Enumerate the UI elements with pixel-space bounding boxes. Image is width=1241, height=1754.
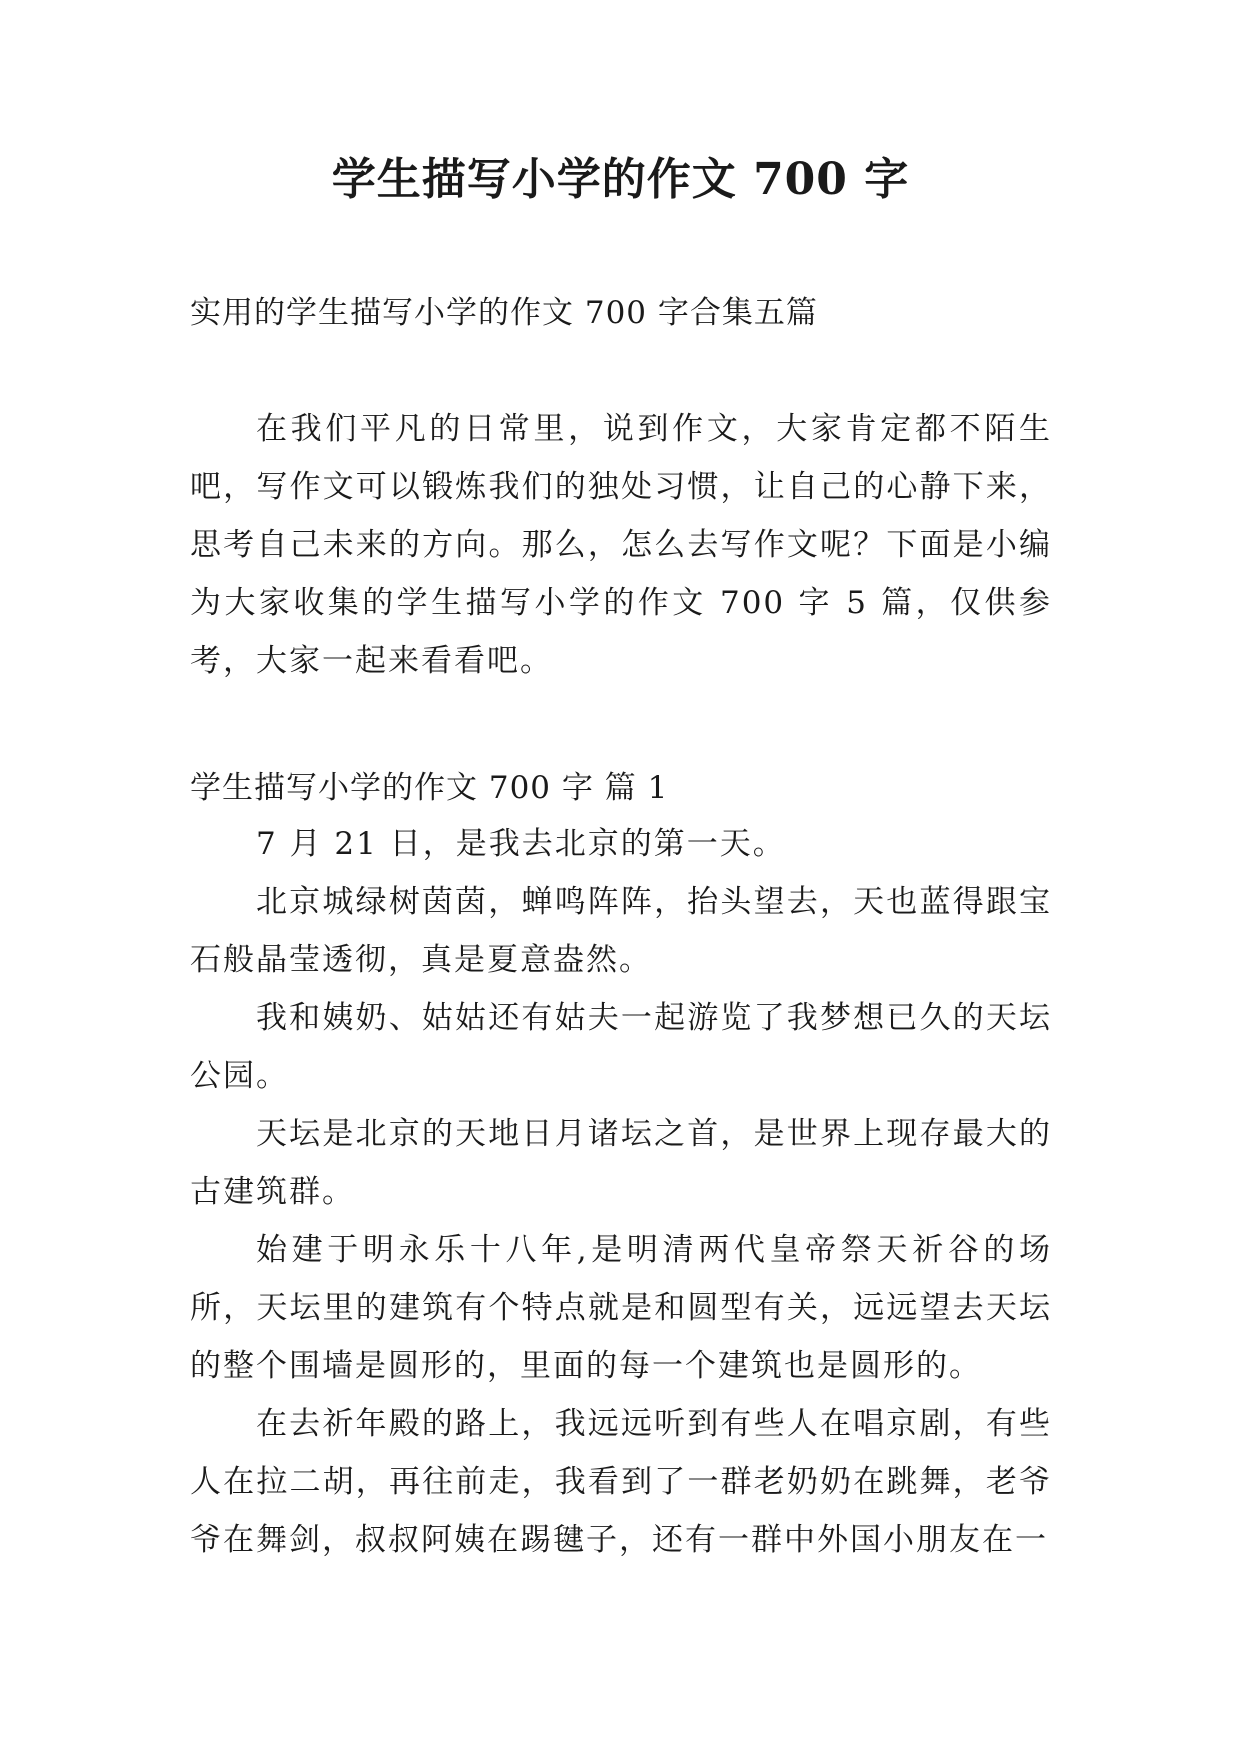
document-subtitle: 实用的学生描写小学的作文 700 字合集五篇 <box>190 295 818 331</box>
essay-heading: 学生描写小学的作文 700 字 篇 1 <box>190 770 669 806</box>
intro-paragraph: 在我们平凡的日常里，说到作文，大家肯定都不陌生吧，写作文可以锻炼我们的独处习惯，让自己的心静下来，思考自己未来的方向。那么，怎么去写作文呢？下面是小编为大家收集的学生描写小学的作文 700 字 5 篇，仅供参考，大家一起来看看吧。 <box>190 411 1052 679</box>
intro-section <box>190 400 1052 690</box>
essay-paragraph: 天坛是北京的天地日月诸坛之首，是世界上现存最大的古建筑群。 <box>190 1116 1052 1210</box>
essay-body <box>190 815 1052 1569</box>
essay-paragraph: 在去祈年殿的路上，我远远听到有些人在唱京剧，有些人在拉二胡，再往前走，我看到了一群老奶奶在跳舞，老爷爷在舞剑，叔叔阿姨在踢毽子，还有一群中外国小朋友在一 <box>190 1406 1052 1558</box>
essay-paragraph: 始建于明永乐十八年,是明清两代皇帝祭天祈谷的场所，天坛里的建筑有个特点就是和圆型有关，远远望去天坛的整个围墙是圆形的，里面的每一个建筑也是圆形的。 <box>190 1232 1052 1384</box>
document-title: 学生描写小学的作文 700 字 <box>331 154 910 205</box>
essay-paragraph: 我和姨奶、姑姑还有姑夫一起游览了我梦想已久的天坛公园。 <box>190 1000 1052 1094</box>
essay-paragraph: 北京城绿树茵茵，蝉鸣阵阵，抬头望去，天也蓝得跟宝石般晶莹透彻，真是夏意盎然。 <box>190 884 1052 978</box>
essay-paragraph: 7 月 21 日，是我去北京的第一天。 <box>256 826 786 862</box>
